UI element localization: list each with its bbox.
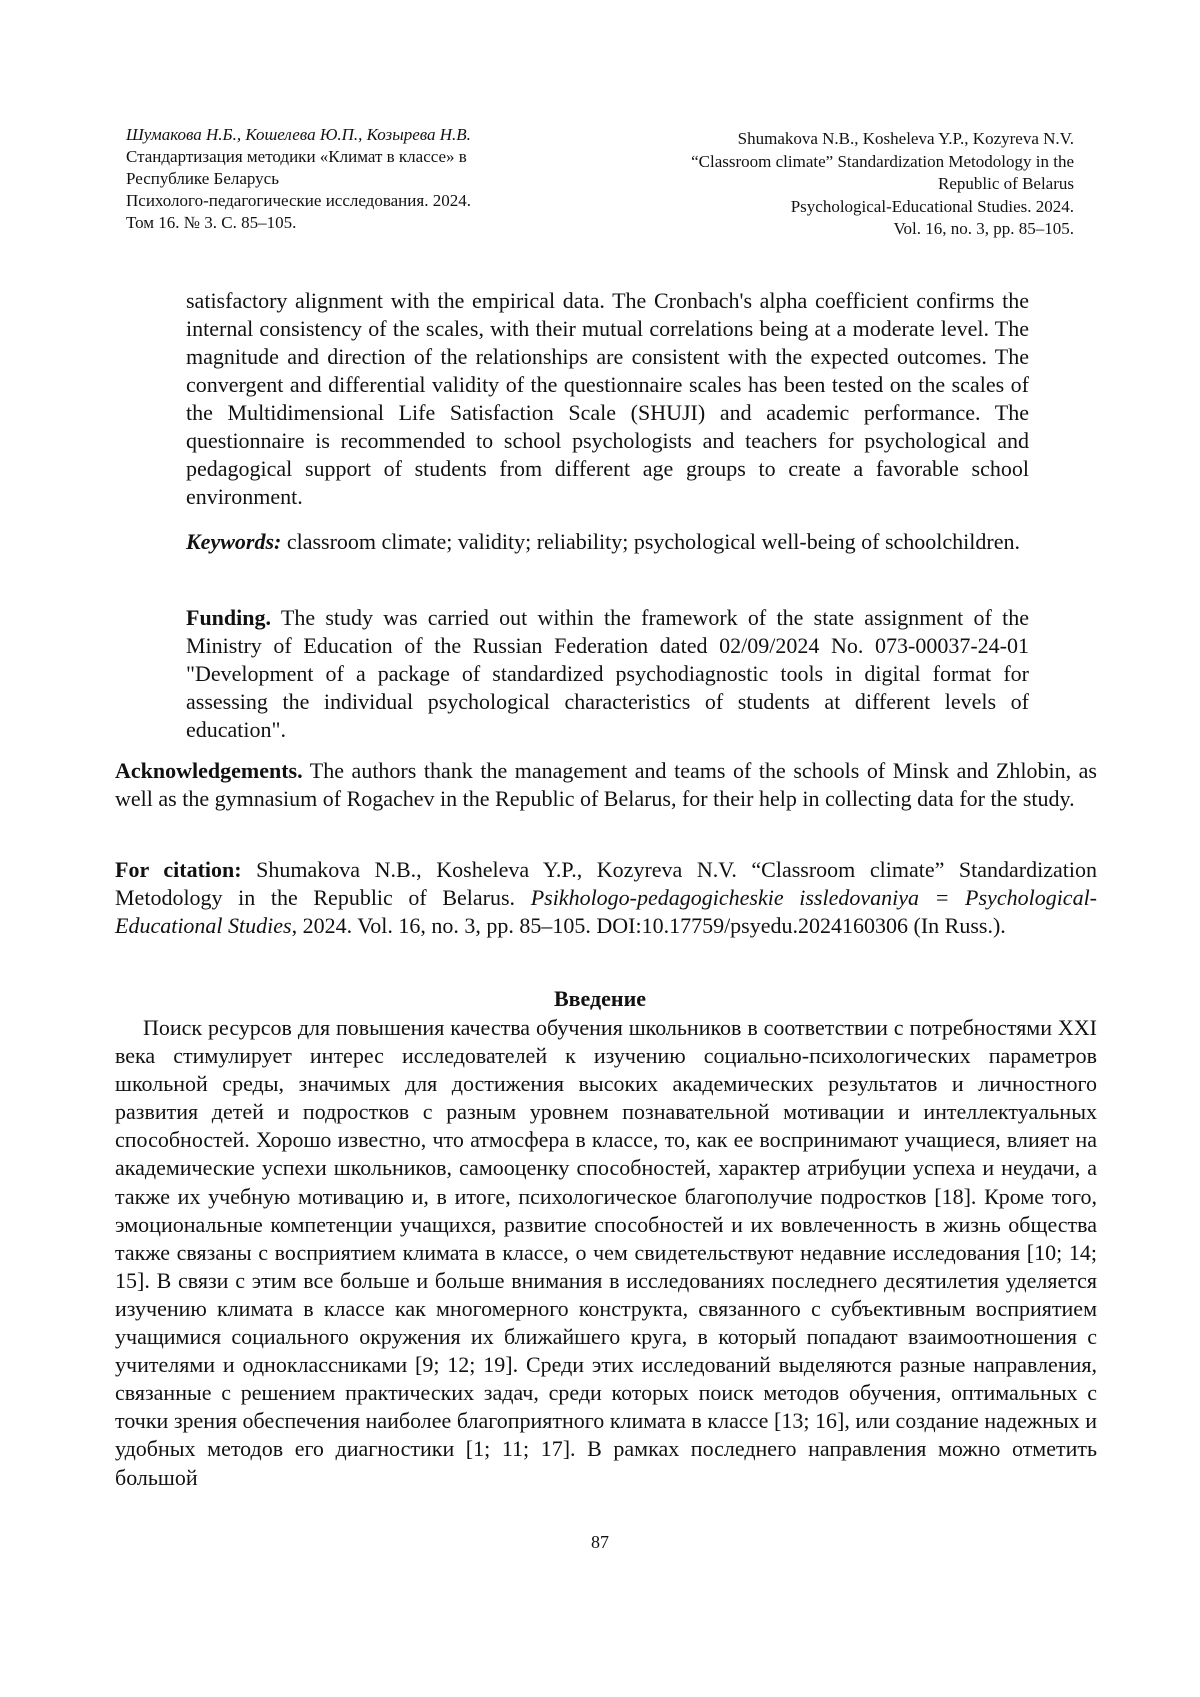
acknowledgements-paragraph xyxy=(115,757,1097,813)
citation-text-before: Shumakova N.B., Kosheleva Y.P., Kozyreva N.V. “Classroom climate” Standardization Metodology in the Republic of Belarus. xyxy=(115,857,1097,910)
header-title-ru-line2: Республике Беларусь xyxy=(126,169,279,188)
keywords-text: classroom climate; validity; reliability; psychological well-being of schoolchildren. xyxy=(281,529,1020,554)
running-header-english xyxy=(600,128,1074,241)
funding-label: Funding. xyxy=(186,605,271,630)
citation-paragraph xyxy=(115,856,1097,940)
funding-paragraph xyxy=(186,604,1029,744)
acknowledgements-text: The authors thank the management and teams of the schools of Minsk and Zhlobin, as well as the gymnasium of Rogachev in the Republic of Belarus, for their help in collecting data for the study. xyxy=(115,758,1097,811)
header-title-en-line2: Republic of Belarus xyxy=(938,174,1074,193)
introduction-paragraph: Поиск ресурсов для повышения качества обучения школьников в соответствии с потребностями XXI века стимулирует интерес исследователей к изучению социально-психологических параметров школьной среды, значимых для достижения высоких академических результатов и личностного развития детей и подростков с разным уровнем познавательной мотивации и интеллектуальных способностей. Хорошо известно, что атмосфера в классе, то, как ее воспринимают учащиеся, влияет на академические успехи школьников, самооценку способностей, характер атрибуции успеха и неудачи, а также их учебную мотивацию и, в итоге, психологическое благополучие подростков [18]. Кроме того, эмоциональные компетенции учащихся, развитие способностей и их вовлеченность в жизнь общества также связаны с восприятием климата в классе, о чем свидетельствуют недавние исследования [10; 14; 15]. В связи с этим все больше и больше внимания в исследованиях последнего десятилетия уделяется изучению климата в классе как многомерного конструкта, связанного с субъективным восприятием учащимися социального окружения их ближайшего круга, в который попадают взаимоотношения с учителями и одноклассниками [9; 12; 19]. Среди этих исследований выделяются разные направления, связанные с решением практических задач, среди которых поиск методов обучения, оптимальных с точки зрения обеспечения наиболее благоприятного климата в классе [13; 16], или создание надежных и удобных методов его диагностики [1; 11; 17]. В рамках последнего направления можно отметить большой xyxy=(115,1015,1097,1490)
page-number: 87 xyxy=(591,1532,609,1552)
header-title-en-line1: “Classroom climate” Standardization Metodology in the xyxy=(691,151,1074,171)
header-authors-ru: Шумакова Н.Б., Кошелева Ю.П., Козырева Н.В. xyxy=(126,125,471,144)
acknowledgements-label: Acknowledgements. xyxy=(115,758,303,783)
header-journal-en: Psychological-Educational Studies. 2024. xyxy=(790,196,1074,216)
header-authors-en: Shumakova N.B., Kosheleva Y.P., Kozyreva N.V. xyxy=(737,129,1074,148)
keywords-paragraph xyxy=(186,528,1029,556)
abstract-continuation: satisfactory alignment with the empirical data. The Cronbach's alpha coefficient confirms the internal consistency of the scales, with their mutual correlations being at a moderate level. The magnitude and direction of the relationships are consistent with the expected outcomes. The convergent and differential validity of the questionnaire scales has been tested on the scales of the Multidimensional Life Satisfaction Scale (SHUJI) and academic performance. The questionnaire is recommended to school psychologists and teachers for psychological and pedagogical support of students from different age groups to create a favorable school environment. xyxy=(186,288,1029,509)
citation-journal: Psikhologo-pedagogicheskie issledovaniya = Psychological-Educational Studies xyxy=(115,885,1098,938)
section-heading-introduction: Введение xyxy=(553,986,647,1011)
citation-text-after: , 2024. Vol. 16, no. 3, pp. 85–105. DOI:10.17759/psyedu.2024160306 (In Russ.). xyxy=(291,913,1006,938)
keywords-label: Keywords: xyxy=(186,529,282,554)
header-journal-ru: Психолого-педагогические исследования. 2024. xyxy=(126,191,471,210)
header-volume-en: Vol. 16, no. 3, pp. 85–105. xyxy=(893,219,1074,238)
header-volume-ru: Том 16. № 3. С. 85–105. xyxy=(126,213,297,232)
running-header-russian xyxy=(126,124,556,234)
funding-text: The study was carried out within the framework of the state assignment of the Ministry of Education of the Russian Federation dated 02/09/2024 No. 073-00037-24-01 "Development of a package of standardized psychodiagnostic tools in digital format for assessing the individual psychological characteristics of students at different levels of education". xyxy=(186,605,1029,742)
header-title-ru-line1: Стандартизация методики «Климат в классе» в xyxy=(126,147,467,166)
citation-label: For citation: xyxy=(115,857,242,882)
